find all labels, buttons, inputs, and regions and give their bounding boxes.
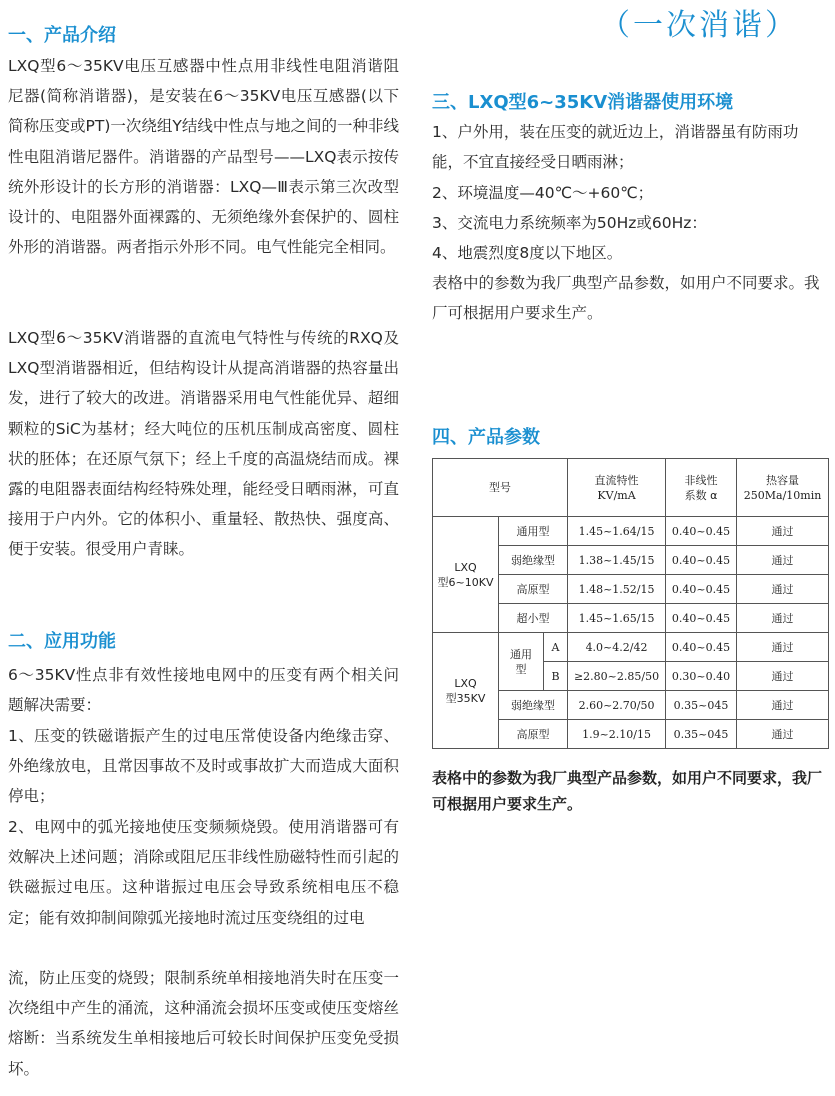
group2-general-line2: 型 bbox=[515, 662, 527, 676]
intro-paragraph-2: LXQ型6～35KV消谐器的直流电气特性与传统的RXQ及LXQ型消谐器相近，但结构设计从提高消谐器的热容量出发，进行了较大的改进。消谐器采用电气性能优异、超细颗粒的SiC为基材；经大吨位的压机压制成高密度、圆柱状的胚体；在还原气氛下；经上千度的高温烧结而成。裸露的电阻器表面结构经特殊处理，能经受日晒雨淋，可直接用于户内外。它的体积小、重量轻、散热快、强度高、便于安装。很受用户青睐。 bbox=[8, 329, 399, 559]
application-paragraph-4: 流，防止压变的烧毁；限制系统单相接地消失时在压变一次绕组中产生的涌流，这种涌流会损坏压变或使压变熔丝熔断：当系统发生单相接地后可较长时间保护压变免受损坏。 bbox=[8, 969, 399, 1078]
row-alpha: 0.40~0.45 bbox=[666, 546, 737, 575]
group1-name-line1: LXQ bbox=[454, 560, 477, 574]
page-title: （一次消谐） bbox=[600, 8, 798, 43]
row-dc: 1.45~1.64/15 bbox=[568, 517, 666, 546]
header-dc bbox=[568, 459, 666, 517]
row-heat: 通过 bbox=[737, 633, 829, 662]
header-heat-unit: 250Ma/10min bbox=[743, 488, 822, 502]
row-heat: 通过 bbox=[737, 691, 829, 720]
group2-general bbox=[499, 633, 544, 691]
row-type: 高原型 bbox=[499, 720, 568, 749]
table-row bbox=[433, 517, 829, 546]
row-type: 弱绝缘型 bbox=[499, 546, 568, 575]
row-alpha: 0.30~0.40 bbox=[666, 662, 737, 691]
row-alpha: 0.35~045 bbox=[666, 691, 737, 720]
row-type: 弱绝缘型 bbox=[499, 691, 568, 720]
row-dc: 2.60~2.70/50 bbox=[568, 691, 666, 720]
header-model bbox=[433, 459, 568, 517]
row-heat: 通过 bbox=[737, 720, 829, 749]
header-nl-title: 非线性 bbox=[684, 473, 718, 487]
application-paragraph-2: 1、压变的铁磁谐振产生的过电压常使设备内绝缘击穿、外绝缘放电，且常因事故不及时或事故扩大而造成大面积停电； bbox=[8, 727, 399, 806]
group1-name-line2: 型6~10KV bbox=[437, 575, 494, 589]
header-dc-unit: KV/mA bbox=[597, 488, 636, 502]
row-heat: 通过 bbox=[737, 517, 829, 546]
header-nl-unit: 系数 α bbox=[684, 488, 718, 502]
row-alpha: 0.40~0.45 bbox=[666, 575, 737, 604]
environment-item-3: 3、交流电力系统频率为50Hz或60Hz： bbox=[432, 214, 707, 232]
group1-name bbox=[433, 517, 499, 633]
row-alpha: 0.40~0.45 bbox=[666, 517, 737, 546]
row-alpha: 0.35~045 bbox=[666, 720, 737, 749]
application-section-title: 二、应用功能 bbox=[8, 631, 116, 652]
environment-section-title: 三、LXQ型6~35KV消谐器使用环境 bbox=[432, 92, 734, 113]
row-dc: 1.38~1.45/15 bbox=[568, 546, 666, 575]
environment-item-2: 2、环境温度—40℃～+60℃； bbox=[432, 184, 654, 202]
group2-name-line1: LXQ bbox=[454, 676, 477, 690]
header-dc-title: 直流特性 bbox=[594, 473, 639, 487]
table-header-row bbox=[433, 459, 829, 517]
row-type: 通用型 bbox=[499, 517, 568, 546]
params-table bbox=[432, 458, 829, 749]
environment-note: 表格中的参数为我厂典型产品参数，如用户不同要求。我厂可根据用户要求生产。 bbox=[432, 274, 820, 323]
row-dc: 1.45~1.65/15 bbox=[568, 604, 666, 633]
row-heat: 通过 bbox=[737, 604, 829, 633]
row-dc: ≥2.80~2.85/50 bbox=[568, 662, 666, 691]
group2-name bbox=[433, 633, 499, 749]
environment-item-1: 1、户外用，装在压变的就近边上，消谐器虽有防雨功能，不宜直接经受日晒雨淋； bbox=[432, 123, 799, 172]
row-type: 高原型 bbox=[499, 575, 568, 604]
params-note: 表格中的参数为我厂典型产品参数，如用户不同要求，我厂可根据用户要求生产。 bbox=[432, 769, 823, 813]
intro-paragraph-1: LXQ型6～35KV电压互感器中性点用非线性电阻消谐阻尼器(简称消谐器)，是安装在6～35KV电压互感器(以下简称压变或PT)一次绕组Y结线中性点与地之间的一种非线性电阻消谐尼器件。消谐器的产品型号——LXQ表示按传统外形设计的长方形的消谐器：LXQ—Ⅲ表示第三次改型设计的、电阻器外面裸露的、无须绝缘外套保护的、圆柱外形的消谐器。两者指示外形不同。电气性能完全相同。 bbox=[8, 57, 399, 257]
group2-name-line2: 型35KV bbox=[445, 691, 486, 705]
application-paragraph-1: 6～35KV性点非有效性接地电网中的压变有两个相关问题解决需要： bbox=[8, 666, 399, 715]
table-row bbox=[433, 633, 829, 662]
row-dc: 4.0~4.2/42 bbox=[568, 633, 666, 662]
row-heat: 通过 bbox=[737, 662, 829, 691]
header-nonlinear bbox=[666, 459, 737, 517]
header-model-label: 型号 bbox=[489, 481, 512, 494]
row-sub: B bbox=[544, 662, 568, 691]
row-alpha: 0.40~0.45 bbox=[666, 633, 737, 662]
row-sub: A bbox=[544, 633, 568, 662]
row-heat: 通过 bbox=[737, 546, 829, 575]
application-paragraph-3: 2、电网中的弧光接地使压变频频烧毁。使用消谐器可有效解决上述问题；消除或阻尼压非线性励磁特性而引起的铁磁振过电压。这种谐振过电压会导致系统相电压不稳定；能有效抑制间隙弧光接地时流过压变绕组的过电 bbox=[8, 818, 399, 927]
header-heat bbox=[737, 459, 829, 517]
group2-general-line1: 通用 bbox=[510, 647, 532, 661]
row-heat: 通过 bbox=[737, 575, 829, 604]
header-heat-title: 热容量 bbox=[766, 473, 800, 487]
row-dc: 1.48~1.52/15 bbox=[568, 575, 666, 604]
row-type: 超小型 bbox=[499, 604, 568, 633]
row-alpha: 0.40~0.45 bbox=[666, 604, 737, 633]
row-dc: 1.9~2.10/15 bbox=[568, 720, 666, 749]
intro-section-title: 一、产品介绍 bbox=[8, 25, 116, 46]
environment-item-4: 4、地震烈度8度以下地区。 bbox=[432, 244, 623, 262]
params-section-title: 四、产品参数 bbox=[432, 427, 540, 448]
